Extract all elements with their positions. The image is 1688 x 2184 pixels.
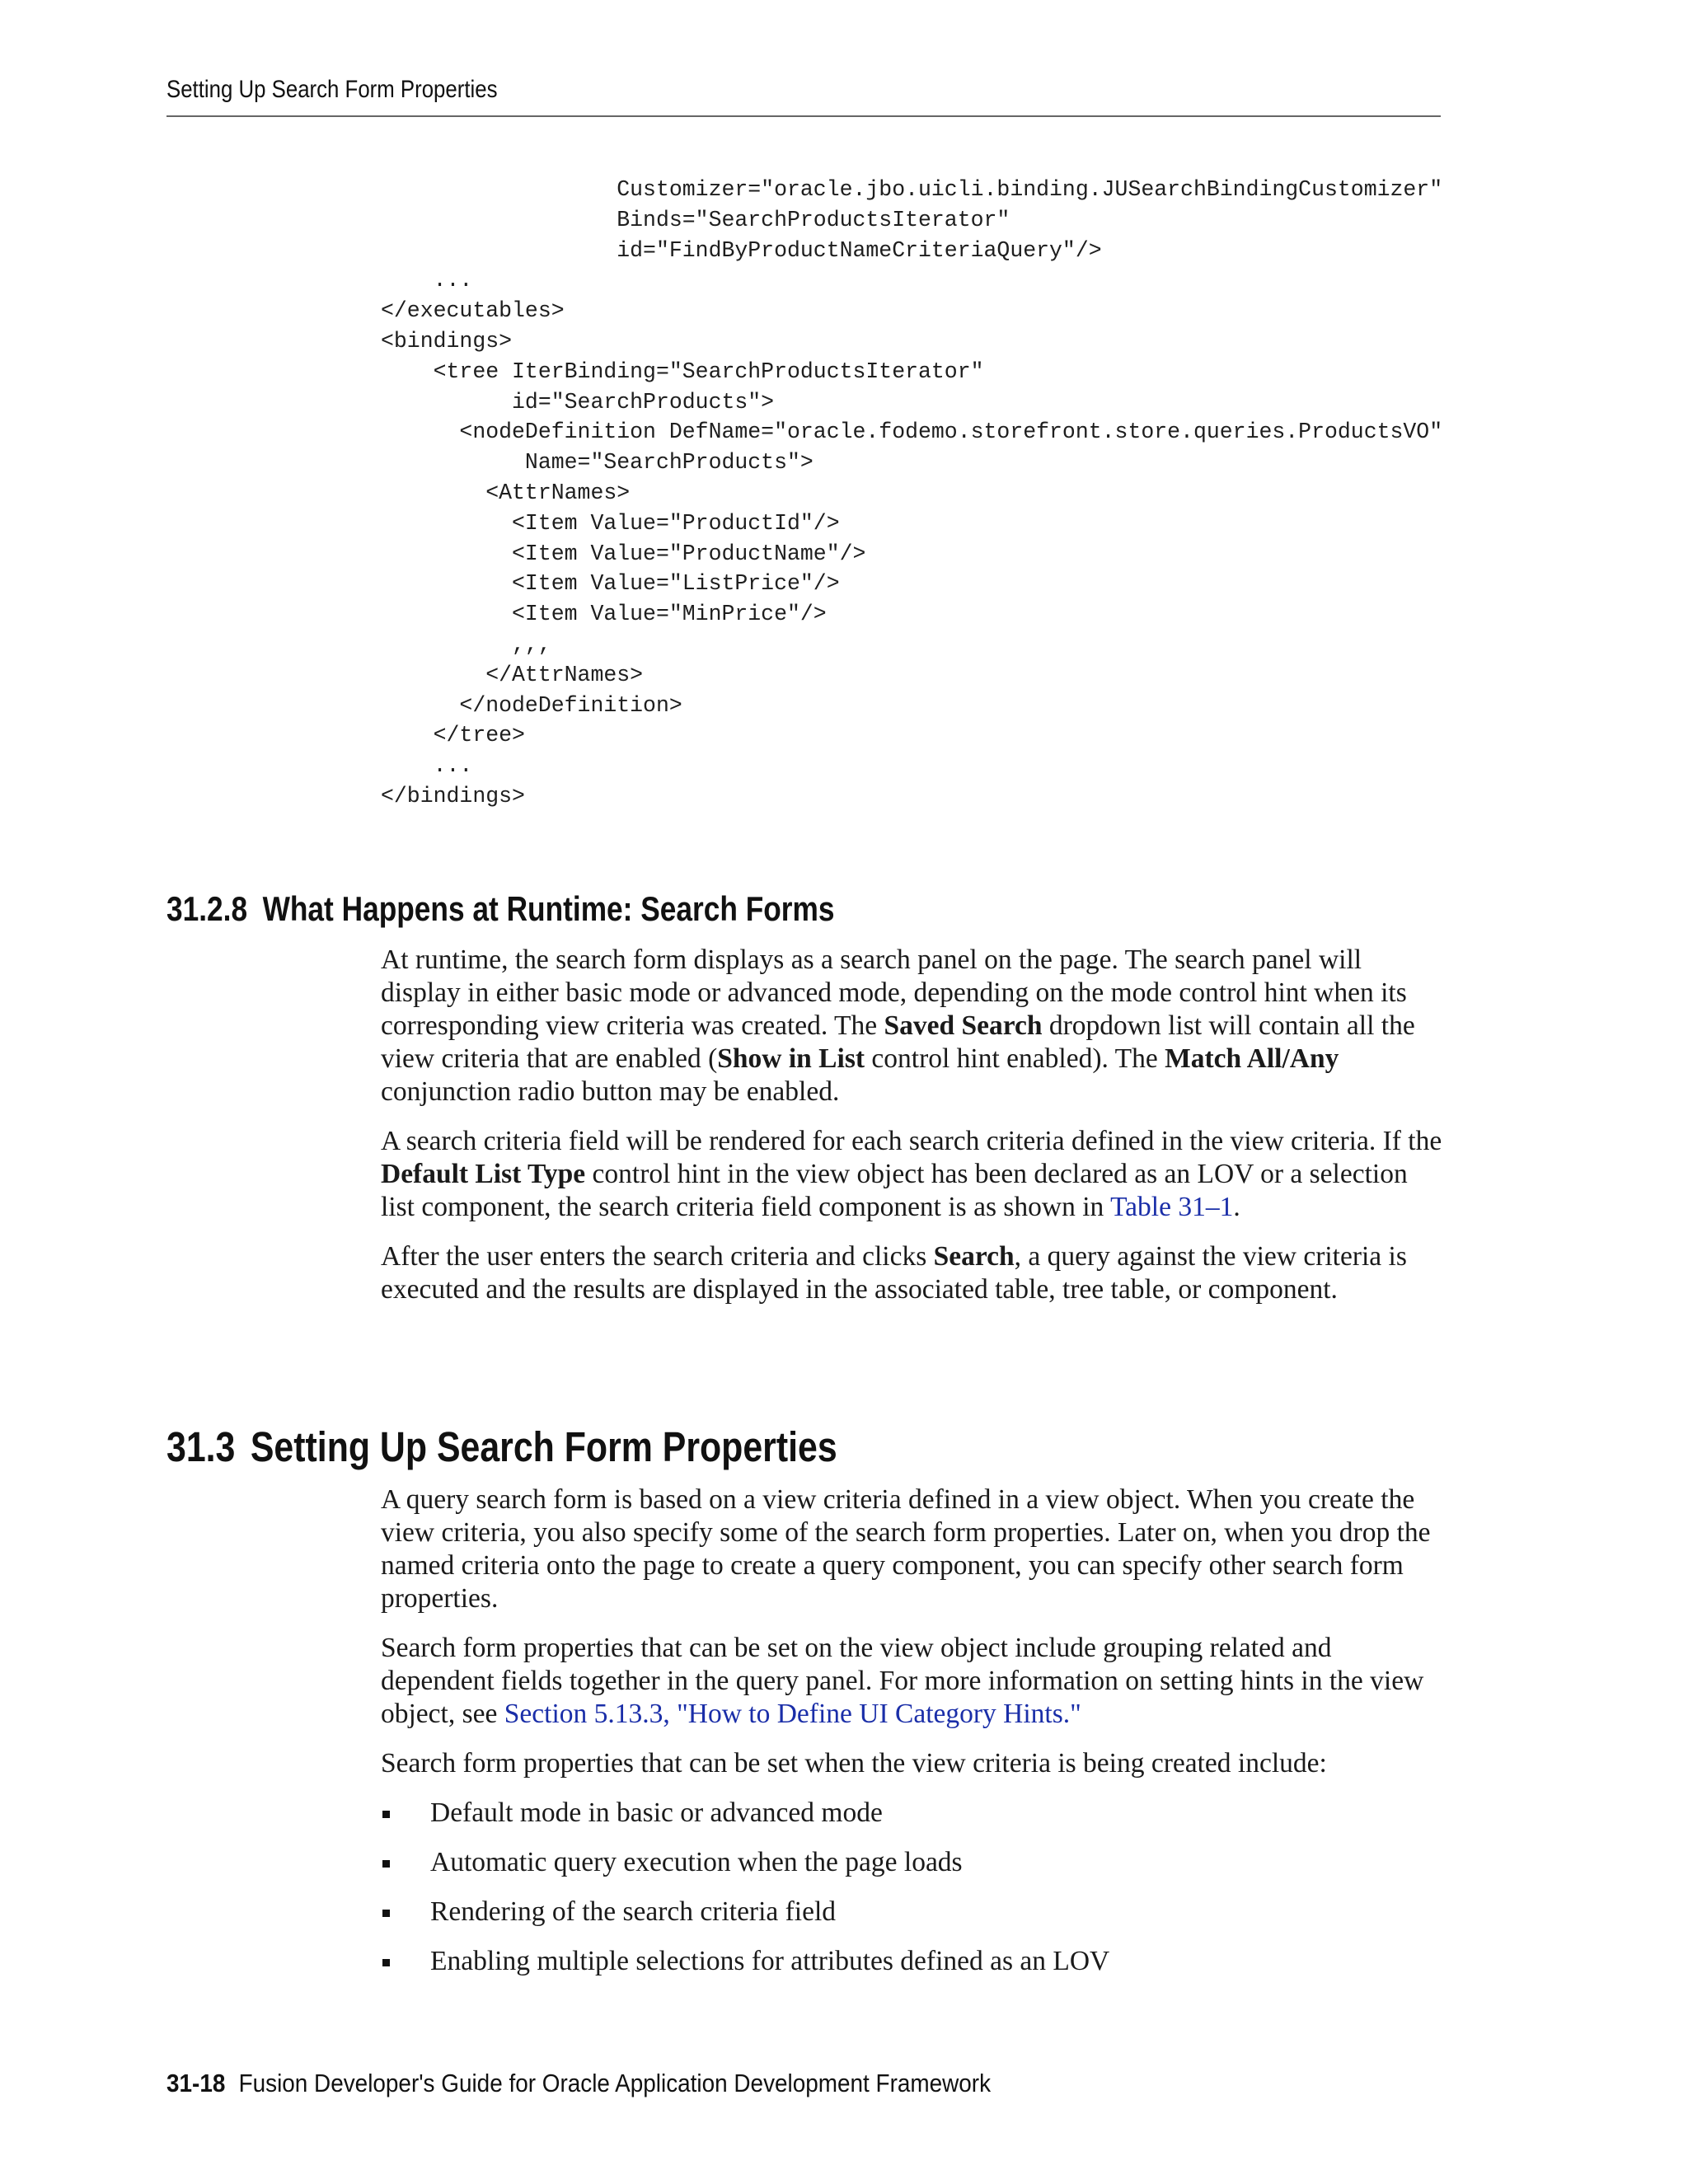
code-line: </AttrNames>	[381, 662, 644, 687]
list-item-text: Automatic query execution when the page loads	[430, 1847, 963, 1877]
code-line: <Item Value="MinPrice"/>	[381, 602, 827, 627]
ui-term: Default List Type	[381, 1159, 586, 1189]
text-run: control hint in the view object has been declared as an LOV or a selection list component, the search criteria field component is as shown in	[381, 1159, 1408, 1222]
ui-term: Match All/Any	[1165, 1043, 1339, 1074]
code-line: <Item Value="ListPrice"/>	[381, 571, 840, 597]
code-line: <AttrNames>	[381, 480, 631, 505]
text-run: A search criteria field will be rendered for each search criteria defined in the view criteria. If the	[381, 1126, 1442, 1156]
list-item-text: Rendering of the search criteria field	[430, 1896, 837, 1927]
paragraph	[381, 1240, 1444, 1306]
code-line: Customizer="oracle.jbo.uicli.binding.JUSearchBindingCustomizer"	[381, 177, 1443, 202]
code-block	[381, 175, 1442, 812]
paragraph	[381, 1632, 1444, 1731]
square-bullet-icon	[382, 1910, 390, 1917]
paragraph: Search form properties that can be set when the view criteria is being created include:	[381, 1748, 1327, 1779]
list-item-text: Enabling multiple selections for attributes defined as an LOV	[430, 1946, 1110, 1976]
section-number: 31.3	[166, 1423, 236, 1470]
code-line: </bindings>	[381, 783, 525, 808]
section-number: 31.2.8	[166, 889, 248, 928]
properties-bullet-list	[381, 1797, 1444, 1978]
code-line: <tree IterBinding="SearchProductsIterator"	[381, 359, 984, 384]
ui-term: Saved Search	[884, 1010, 1043, 1041]
code-line: ,,,	[381, 631, 551, 657]
code-line: <Item Value="ProductName"/>	[381, 541, 866, 566]
code-line: <Item Value="ProductId"/>	[381, 510, 840, 536]
text-run: , a query against the view criteria is executed and the results are displayed in the associated table, tree table, or component.	[381, 1241, 1407, 1305]
page-number: 31-18	[166, 2069, 226, 2097]
text-run: .	[1233, 1192, 1240, 1222]
square-bullet-icon	[382, 1811, 390, 1818]
ui-term: Show in List	[717, 1043, 865, 1074]
list-item	[381, 1797, 1444, 1830]
code-line: id="FindByProductNameCriteriaQuery"/>	[381, 237, 1102, 263]
list-item	[381, 1846, 1444, 1879]
code-line: Binds="SearchProductsIterator"	[381, 207, 1010, 232]
paragraph: A query search form is based on a view criteria defined in a view object. When you create the view criteria, you also specify some of the search form properties. Later on, when you drop the named criteria onto the page to create a query component, you can specify other search form properties.	[381, 1484, 1431, 1614]
section-title: Setting Up Search Form Properties	[250, 1423, 837, 1470]
code-line: ...	[381, 753, 473, 779]
text-run: dropdown list will contain all the view criteria that are enabled (	[381, 1010, 1415, 1074]
runtime-section-body	[381, 944, 1444, 1323]
paragraph	[381, 944, 1444, 1108]
section-heading-properties	[166, 1422, 837, 1471]
text-run: Search form properties that can be set on the view object include grouping related and dependent fields together in the query panel. For more information on setting hints in the view object, see	[381, 1633, 1424, 1729]
square-bullet-icon	[382, 1959, 390, 1966]
paragraph	[381, 1125, 1444, 1224]
section-title: What Happens at Runtime: Search Forms	[262, 889, 835, 928]
code-line: Name="SearchProducts">	[381, 450, 814, 476]
book-title: Fusion Developer's Guide for Oracle Application Development Framework	[238, 2069, 992, 2097]
square-bullet-icon	[382, 1860, 390, 1868]
section-heading-runtime	[166, 889, 835, 929]
section-reference-link[interactable]: Section 5.13.3, "How to Define UI Category Hints."	[504, 1699, 1081, 1729]
text-run: After the user enters the search criteria and clicks	[381, 1241, 934, 1272]
text-run: At runtime, the search form displays as a search panel on the page. The search panel will display in either basic mode or advanced mode, depending on the mode control hint when its corresponding view criteria was created. The	[381, 944, 1407, 1041]
text-run: conjunction radio button may be enabled.	[381, 1076, 840, 1107]
page-footer	[166, 2069, 991, 2098]
list-item	[381, 1945, 1444, 1978]
list-item-text: Default mode in basic or advanced mode	[430, 1797, 883, 1828]
code-line: <bindings>	[381, 328, 513, 354]
table-reference-link[interactable]: Table 31–1	[1110, 1192, 1234, 1222]
code-line: ...	[381, 268, 473, 293]
running-header: Setting Up Search Form Properties	[166, 76, 498, 103]
text-run: control hint enabled). The	[865, 1043, 1165, 1074]
ui-term: Search	[933, 1241, 1015, 1272]
code-line: </tree>	[381, 723, 525, 748]
code-line: </executables>	[381, 298, 565, 324]
list-item	[381, 1896, 1444, 1929]
code-line: </nodeDefinition>	[381, 692, 682, 718]
code-line: <nodeDefinition DefName="oracle.fodemo.storefront.store.queries.ProductsVO"	[381, 419, 1443, 445]
code-line: id="SearchProducts">	[381, 389, 775, 415]
header-divider	[166, 115, 1441, 117]
properties-section-body	[381, 1483, 1444, 1994]
